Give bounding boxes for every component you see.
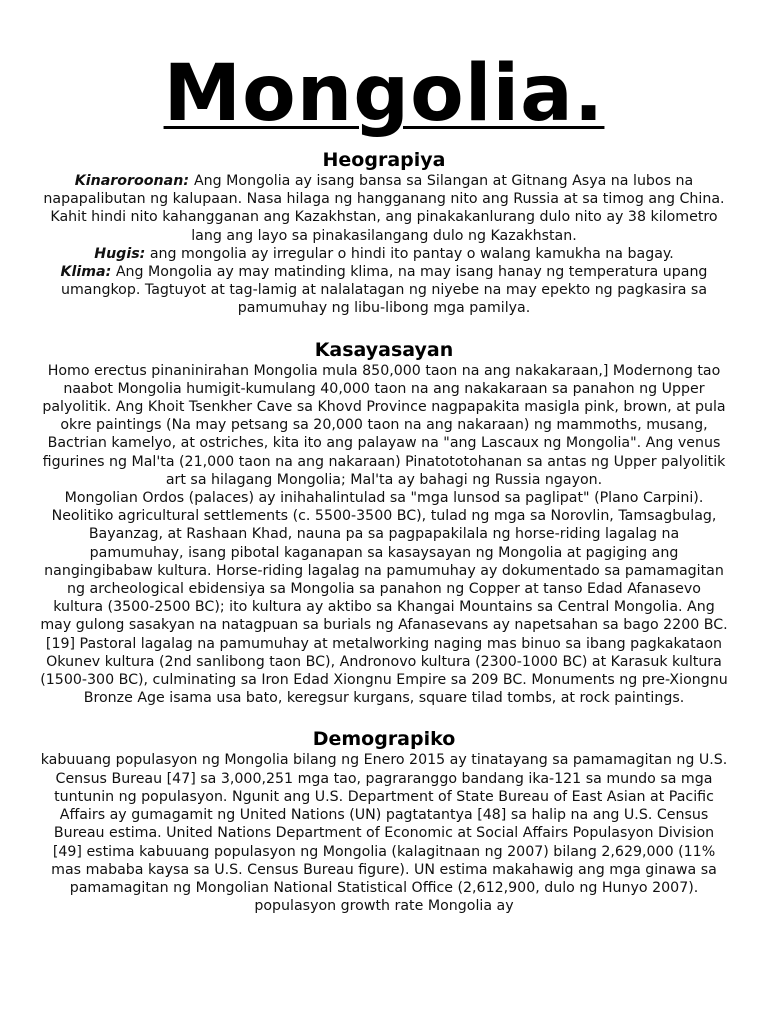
document-title: Mongolia. [163, 49, 605, 139]
text-klima: Ang Mongolia ay may matinding klima, na may isang hanay ng temperatura upang umangkop. Tagtuyot at tag-lamig at nalalatagan ng niyebe na may epekto ng pagkasira sa pamumuhay ng libu-libong mga pamilya. [60, 264, 708, 317]
text-hugis: ang mongolia ay irregular o hindi ito pantay o walang kamukha na bagay. [149, 245, 674, 262]
section-demograpiko [40, 727, 728, 915]
section-heograpiya [40, 148, 728, 318]
term-hugis: Hugis: [94, 245, 146, 262]
section-kasaysayan [40, 338, 728, 708]
document-page [40, 48, 728, 915]
paragraph-demograpiko-1: kabuuang populasyon ng Mongolia bilang ng Enero 2015 ay tinatayang sa pamamagitan ng U.S. Census Bureau [47] sa 3,000,251 mga tao, pagraranggo bandang ika-121 sa mundo sa mga tuntunin ng populasyon. Ngunit ang U.S. Department of State Bureau of East Asian at Pacific Affairs ay gumagamit ng United Nations (UN) pagtatantya [48] sa halip na ang U.S. Census Bureau estima. United Nations Department of Economic at Social Affairs Populasyon Division [49] estima kabuuang populasyon ng Mongolia (kalagitnaan ng 2007) bilang 2,629,000 (11% mas mababa kaysa sa U.S. Census Bureau figure). UN estima makahawig ang mga ginawa sa pamamagitan ng Mongolian National Statistical Office (2,612,900, dulo ng Hunyo 2007). populasyon growth rate Mongolia ay [40, 752, 728, 915]
paragraph-kasaysayan-2: Mongolian Ordos (palaces) ay inihahalintulad sa "mga lunsod sa paglipat" (Plano Carpini). [64, 490, 704, 507]
term-klima: Klima: [60, 264, 112, 281]
paragraph-klima [40, 263, 728, 318]
term-kinaroroonan: Kinaroroonan [74, 173, 184, 189]
heading-kasaysayan: Kasayasayan [314, 338, 454, 361]
heading-demograpiko: Demograpiko [312, 728, 456, 751]
heading-heograpiya: Heograpiya [322, 149, 446, 171]
term-separator: : [183, 173, 194, 189]
paragraph-kinaroroonan [40, 172, 728, 245]
text-kinaroroonan: Ang Mongolia ay isang bansa sa Silangan at Gitnang Asya na lubos na napapalibutan ng kalupaan. Nasa hilaga ng hangganang nito ang Russia at sa timog ang China. Kahit hindi nito kahangganan ang Kazakhstan, ang pinakakanlurang dulo nito ay 38 kilometro lang ang layo sa pinakasilangang dulo ng Kazakhstan. [43, 173, 725, 244]
paragraph-kasaysayan-1: Homo erectus pinaninirahan Mongolia mula 850,000 taon na ang nakakaraan,] Modernong tao naabot Mongolia humigit-kumulang 40,000 taon na ang nakakaraan sa panahon ng Upper palyolitik. Ang Khoit Tsenkher Cave sa Khovd Province nagpapakita masigla pink, brown, at pula okre paintings (Na may petsang sa 20,000 taon na ang nakaraan) ng mammoths, musang, Bactrian kamelyo, at ostriches, kita ito ang palayaw na "ang Lascaux ng Mongolia". Ang venus figurines ng Mal'ta (21,000 taon na ang nakaraan) Pinatototohanan sa antas ng Upper palyolitik art sa hilagang Mongolia; Mal'ta ay bahagi ng Russia ngayon. [42, 362, 726, 488]
paragraph-kasaysayan-3: Neolitiko agricultural settlements (c. 5500-3500 BC), tulad ng mga sa Norovlin, Tamsagbulag, Bayanzag, at Rashaan Khad, nauna pa sa pagpapakilala ng horse-riding lagalag na pamumuhay, isang pibotal kaganapan sa kasaysayan ng Mongolia at pagiging ang nangingibabaw kultura. Horse-riding lagalag na pamumuhay ay dokumentado sa pamamagitan ng archeological ebidensiya sa Mongolia sa panahon ng Copper at tanso Edad Afanasevo kultura (3500-2500 BC); ito kultura ay aktibo sa Khangai Mountains sa Central Mongolia. Ang may gulong sasakyan na natagpuan sa burials ng Afanasevans ay napetsahan sa bago 2200 BC. [19] Pastoral lagalag na pamumuhay at metalworking naging mas binuo sa ibang pagkakataon Okunev kultura (2nd sanlibong taon BC), Andronovo kultura (2300-1000 BC) at Karasuk kultura (1500-300 BC), culminating sa Iron Edad Xiongnu Empire sa 209 BC. Monuments ng pre-Xiongnu Bronze Age isama usa bato, keregsur kurgans, square tilad tombs, at rock paintings. [40, 508, 728, 707]
paragraph-hugis [40, 245, 728, 263]
